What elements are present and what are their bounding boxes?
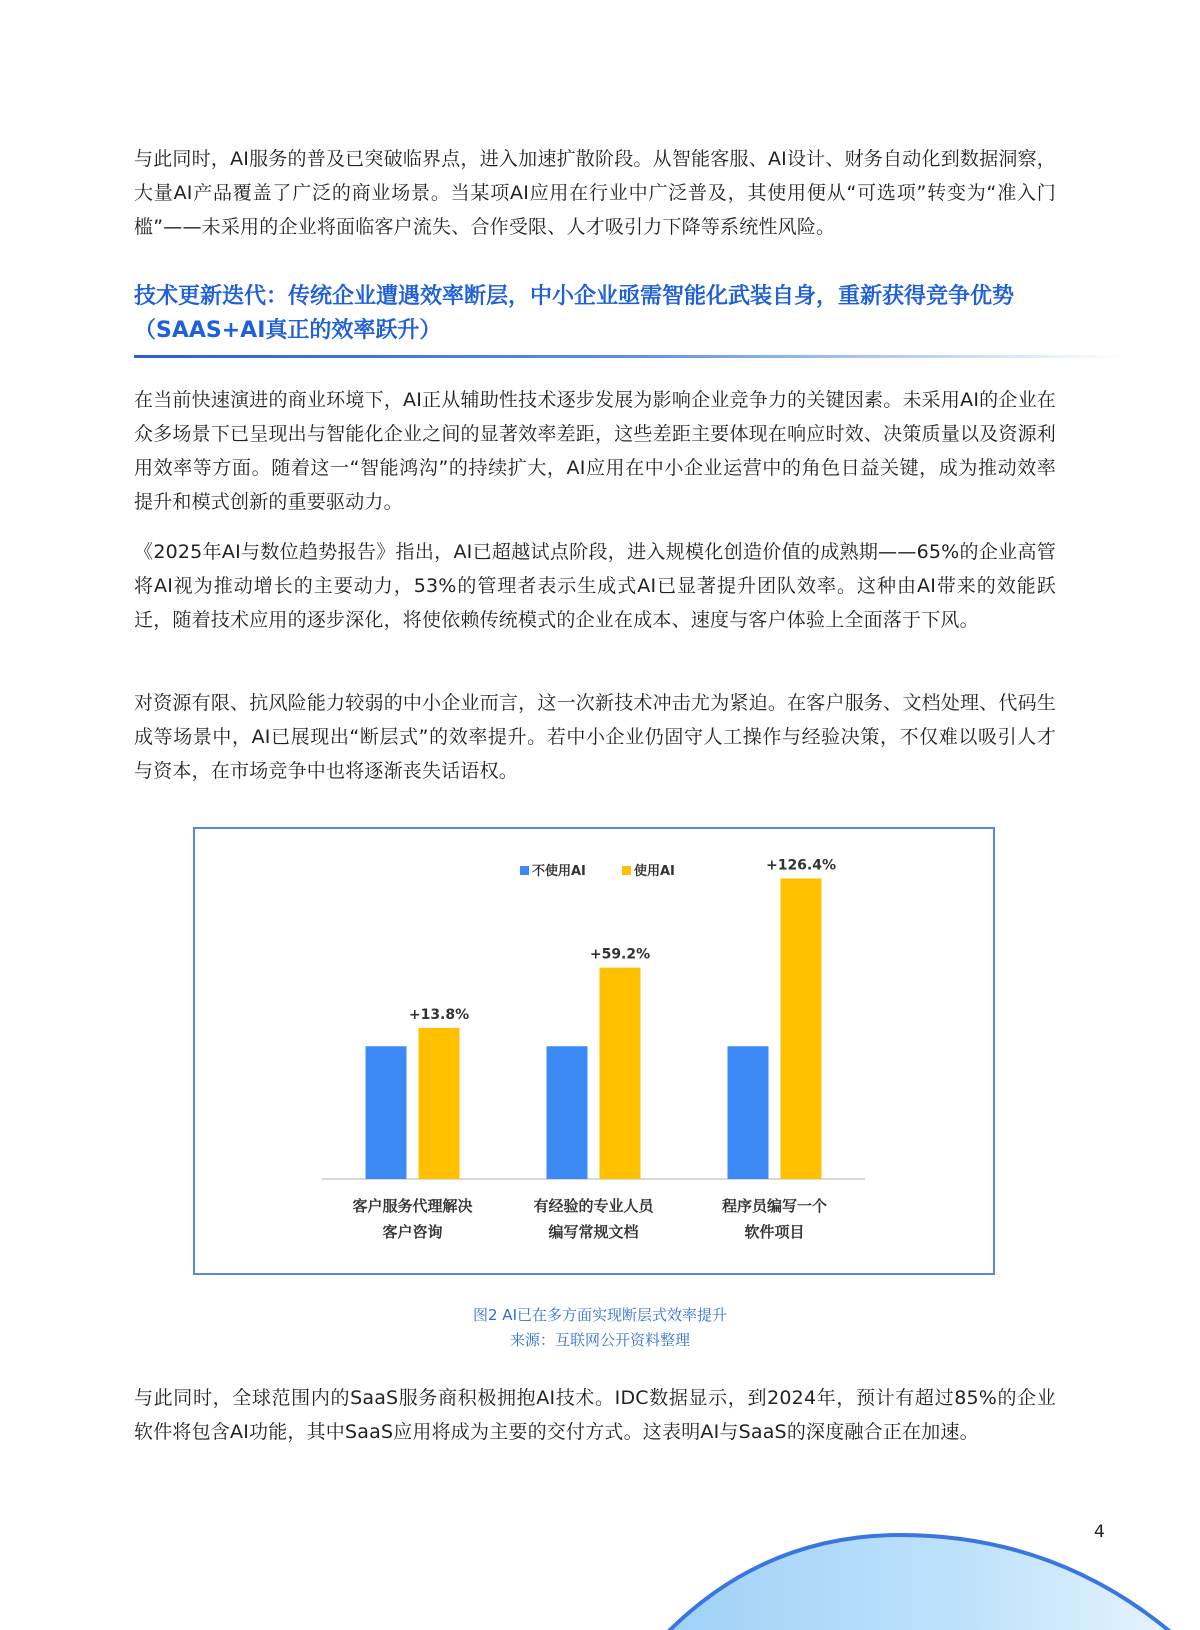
paragraph-2: 在当前快速演进的商业环境下，AI正从辅助性技术逐步发展为影响企业竞争力的关键因素。未采用AI的企业在众多场景下已呈现出与智能化企业之间的显著效率差距，这些差距主要体现在响应时效、决策质量以及资源利用效率等方面。随着这一“智能鸿沟”的持续扩大，AI应用在中小企业运营中的角色日益关键，成为推动效率提升和模式创新的重要驱动力。: [134, 389, 1056, 513]
data-label-1: +59.2%: [589, 946, 651, 963]
bar-ai-0: [419, 1028, 460, 1179]
figure-source: 来源：互联网公开资料整理: [509, 1331, 690, 1349]
bar-ai-1: [600, 968, 641, 1179]
figure-caption: 图2 AI已在多方面实现断层式效率提升: [473, 1306, 727, 1324]
bar-no-ai-0: [366, 1046, 407, 1179]
legend-swatch-1: [622, 866, 631, 875]
legend-label-1: 使用AI: [634, 864, 675, 879]
legend-swatch-0: [520, 866, 529, 875]
legend-label-0: 不使用AI: [532, 864, 586, 879]
paragraph-5: 与此同时，全球范围内的SaaS服务商积极拥抱AI技术。IDC数据显示，到2024年，预计有超过85%的企业软件将包含AI功能，其中SaaS应用将成为主要的交付方式。这表明AI与SaaS的深度融合正在加速。: [134, 1387, 1056, 1443]
paragraph-4: 对资源有限、抗风险能力较弱的中小企业而言，这一次新技术冲击尤为紧迫。在客户服务、文档处理、代码生成等场景中，AI已展现出“断层式”的效率提升。若中小企业仍固守人工操作与经验决策，不仅难以吸引人才与资本，在市场竞争中也将逐渐丧失话语权。: [134, 692, 1056, 782]
category-label-0-0: 客户服务代理解决: [352, 1197, 473, 1215]
page-number: 4: [1094, 1522, 1105, 1542]
category-label-1-0: 有经验的专业人员: [533, 1197, 654, 1215]
bar-ai-2: [781, 878, 822, 1179]
data-label-2: +126.4%: [765, 857, 837, 874]
data-label-0: +13.8%: [408, 1006, 470, 1023]
section-heading: 技术更新迭代：传统企业遭遇效率断层，中小企业亟需智能化武装自身，重新获得竞争优势（SAAS+AI真正的效率跃升）: [134, 284, 1015, 343]
paragraph-1: 与此同时，AI服务的普及已突破临界点，进入加速扩散阶段。从智能客服、AI设计、财务自动化到数据洞察，大量AI产品覆盖了广泛的商业场景。当某项AI应用在行业中广泛普及，其使用便从“可选项”转变为“准入门槛”——未采用的企业将面临客户流失、合作受限、人才吸引力下降等系统性风险。: [134, 148, 1056, 238]
bar-chart: [195, 829, 993, 1273]
chart-frame: [193, 827, 995, 1275]
bar-no-ai-2: [728, 1046, 769, 1179]
category-label-1-1: 编写常规文档: [548, 1223, 639, 1241]
heading-underline: [134, 355, 1124, 358]
category-label-0-1: 客户咨询: [382, 1223, 443, 1241]
bar-no-ai-1: [547, 1046, 588, 1179]
category-label-2-0: 程序员编写一个: [721, 1197, 828, 1215]
category-label-2-1: 软件项目: [744, 1223, 805, 1241]
paragraph-3: 《2025年AI与数位趋势报告》指出，AI已超越试点阶段，进入规模化创造价值的成熟期——65%的企业高管将AI视为推动增长的主要动力，53%的管理者表示生成式AI已显著提升团队效率。这种由AI带来的效能跃迁，随着技术应用的逐步深化，将使依赖传统模式的企业在成本、速度与客户体验上全面落于下风。: [134, 541, 1056, 631]
